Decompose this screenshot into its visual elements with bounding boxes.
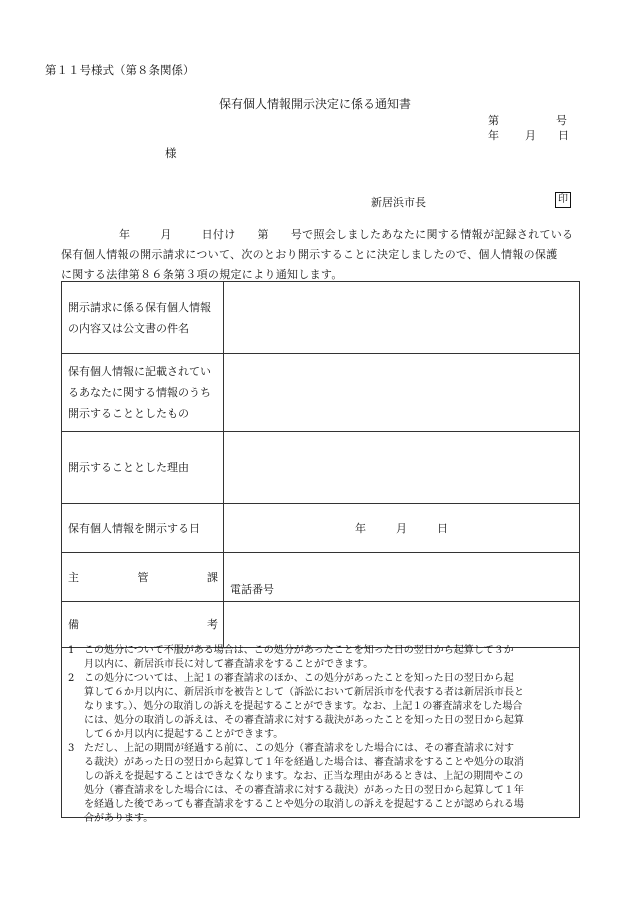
note-2-line-5: して６か月以内に提起することができます。: [84, 729, 284, 740]
phone-label: 電話番号: [230, 583, 274, 596]
note-3-line-5: を経過した後であっても審査請求をすることや処分の取消しの訴えを提起することが認められる場: [84, 799, 524, 810]
note-2-line-3: なります。）、処分の取消しの訴えを提起することができます。なお、上記１の審査請求をした場合: [84, 701, 523, 712]
addressee-honorific: 様: [165, 146, 177, 160]
body-line-2: 保有個人情報の開示請求について、次のとおり開示することに決定しましたので、個人情報の保護: [61, 248, 558, 261]
body-line-1-text: 号で照会しましたあなたに関する情報が記録されている: [290, 228, 574, 241]
note-3-line-6: 合があります。: [84, 813, 154, 824]
body-month: 月: [160, 228, 172, 241]
seal-mark: 印: [555, 192, 571, 208]
notes-section: [61, 634, 580, 824]
remarks-label-char-2: 考: [207, 618, 218, 631]
note-3-line-1: ただし、上記の期間が経過する前に、この処分（審査請求をした場合には、その審査請求に対す: [84, 743, 514, 754]
note-3: [68, 742, 571, 826]
department-label-char-3: 課: [207, 570, 218, 584]
department-label-char-1: 主: [68, 570, 79, 584]
note-3-number: 3: [68, 743, 75, 754]
department-label-char-2: 管: [137, 570, 149, 584]
note-3-line-4: 処分（審査請求をした場合には、その審査請求に対する裁決）があった日の翌日から起算して１年: [84, 785, 524, 796]
reason-label: 開示することとした理由: [62, 432, 224, 504]
note-2-line-1: この処分については、上記１の審査請求のほか、この処分があったことを知った日の翌日から起: [84, 673, 514, 684]
document-title: 保有個人情報開示決定に係る通知書: [218, 97, 411, 111]
disclosure-date-value[interactable]: [224, 504, 580, 553]
body-line-1: [61, 225, 581, 245]
doc-number-suffix: 号: [556, 114, 567, 127]
note-3-line-2: る裁決）があった日の翌日から起算して１年を経過した場合は、審査請求をすることや処分の取消: [84, 757, 524, 768]
note-2-line-4: には、処分の取消しの訴えは、その審査請求に対する裁決があったことを知った日の翌日から起算: [84, 715, 524, 726]
disclosure-year: 年: [355, 522, 366, 535]
note-3-line-3: しの訴えを提起することはできなくなります。なお、正当な理由があるときは、上記の期間やこの: [84, 771, 524, 782]
department-value[interactable]: [224, 553, 580, 602]
form-number: 第１１号様式（第８条関係）: [45, 63, 195, 77]
reason-value[interactable]: [224, 432, 580, 504]
doc-number-prefix: 第: [488, 114, 499, 127]
disclosure-table: [61, 281, 580, 648]
remarks-label-char-1: 備: [68, 618, 79, 631]
issuer-name: 新居浜市長: [371, 196, 426, 209]
notice-body: [61, 225, 581, 285]
disclosure-day: 日: [437, 522, 448, 535]
body-number-prefix: 第: [257, 228, 269, 241]
department-label: [62, 553, 224, 602]
content-value[interactable]: [224, 282, 580, 354]
note-1-line-1: この処分について不服がある場合は、この処分があったことを知った日の翌日から起算して３か: [84, 645, 514, 656]
note-1: [68, 644, 571, 672]
note-1-line-2: 月以内に、新居浜市長に対して審査請求をすることができます。: [84, 659, 374, 670]
body-date-suffix: 日付け: [201, 228, 236, 241]
note-1-number: 1: [68, 645, 75, 656]
date-year-label: 年: [488, 129, 499, 142]
disclosed-info-value[interactable]: [224, 354, 580, 432]
disclosed-info-label: 保有個人情報に記載されているあなたに関する情報のうち開示することとしたもの: [62, 354, 224, 432]
date-month-label: 月: [525, 129, 536, 142]
body-line-3: に関する法律第８６条第３項の規定により通知します。: [61, 268, 343, 281]
date-day-label: 日: [558, 129, 569, 142]
note-2-line-2: 算して６か月以内に、新居浜市を被告として（訴訟において新居浜市を代表する者は新居浜市長と: [84, 687, 524, 698]
disclosure-date-label: 保有個人情報を開示する日: [62, 504, 224, 553]
content-label: 開示請求に係る保有個人情報の内容又は公文書の件名: [62, 282, 224, 354]
body-year: 年: [119, 228, 131, 241]
note-2-number: 2: [68, 673, 75, 684]
disclosure-month: 月: [396, 522, 407, 535]
note-2: [68, 672, 571, 742]
